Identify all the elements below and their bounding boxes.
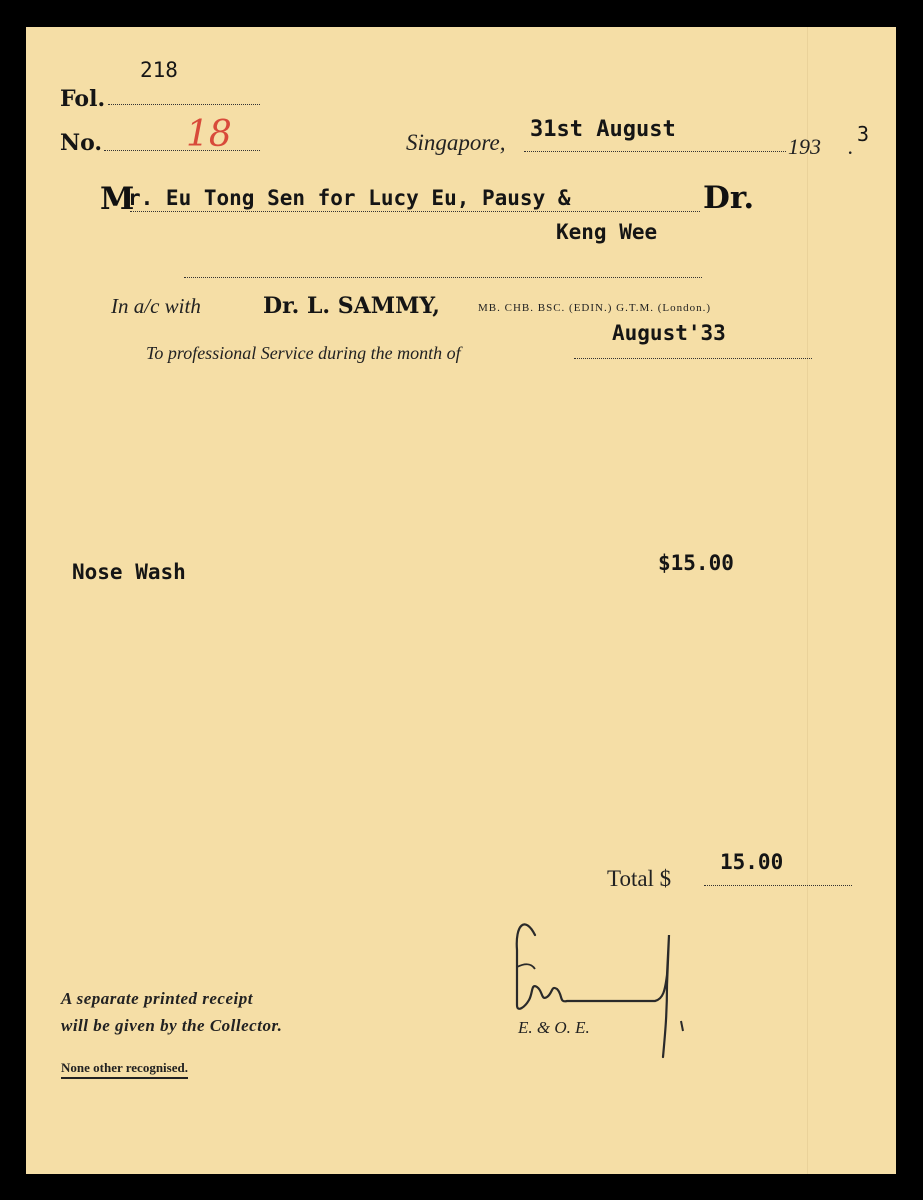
- fol-dotted-line: [108, 104, 260, 105]
- addressee-line-2: Keng Wee: [556, 220, 658, 244]
- signature: [505, 905, 695, 1065]
- addressee-second-dotted-line: [184, 277, 702, 278]
- fol-value: 218: [140, 58, 178, 82]
- city-label: Singapore,: [406, 130, 506, 155]
- total-dotted-line: [704, 885, 852, 886]
- receipt-note-line-2: will be given by the Collector.: [61, 1016, 283, 1035]
- year-dot: .: [848, 134, 854, 159]
- item-description: Nose Wash: [72, 560, 186, 584]
- errors-omissions-excepted: E. & O. E.: [518, 1018, 590, 1037]
- bill-date: 31st August: [530, 117, 676, 142]
- account-prefix: In a/c with: [111, 294, 201, 318]
- fol-label: Fol.: [60, 86, 106, 112]
- year-prefix: 193: [788, 134, 821, 159]
- dr-mark: Dr.: [703, 180, 755, 216]
- addressee-dotted-line: [130, 211, 700, 212]
- item-amount: $15.00: [658, 551, 734, 575]
- paper-fold: [807, 27, 808, 1174]
- doctor-name: Dr. L. SAMMY,: [263, 293, 440, 319]
- service-dotted-line: [574, 358, 812, 359]
- bill-number: 18: [186, 114, 232, 155]
- none-other-recognised: None other recognised.: [61, 1060, 188, 1079]
- no-dotted-line: [104, 150, 260, 151]
- date-dotted-line: [524, 151, 786, 152]
- year-suffix: 3: [857, 122, 870, 146]
- addressee-line-1: r. Eu Tong Sen for Lucy Eu, Pausy &: [128, 186, 571, 210]
- receipt-note-line-1: A separate printed receipt: [61, 989, 253, 1008]
- doctor-qualifications: MB. CHB. BSC. (EDIN.) G.T.M. (London.): [478, 302, 712, 314]
- total-label: Total $: [607, 866, 672, 891]
- salutation-initial: M: [100, 181, 135, 217]
- service-label: To professional Service during the month of: [146, 343, 461, 363]
- service-month: August'33: [612, 321, 726, 345]
- total-amount: 15.00: [720, 850, 784, 874]
- no-label: No.: [60, 130, 103, 156]
